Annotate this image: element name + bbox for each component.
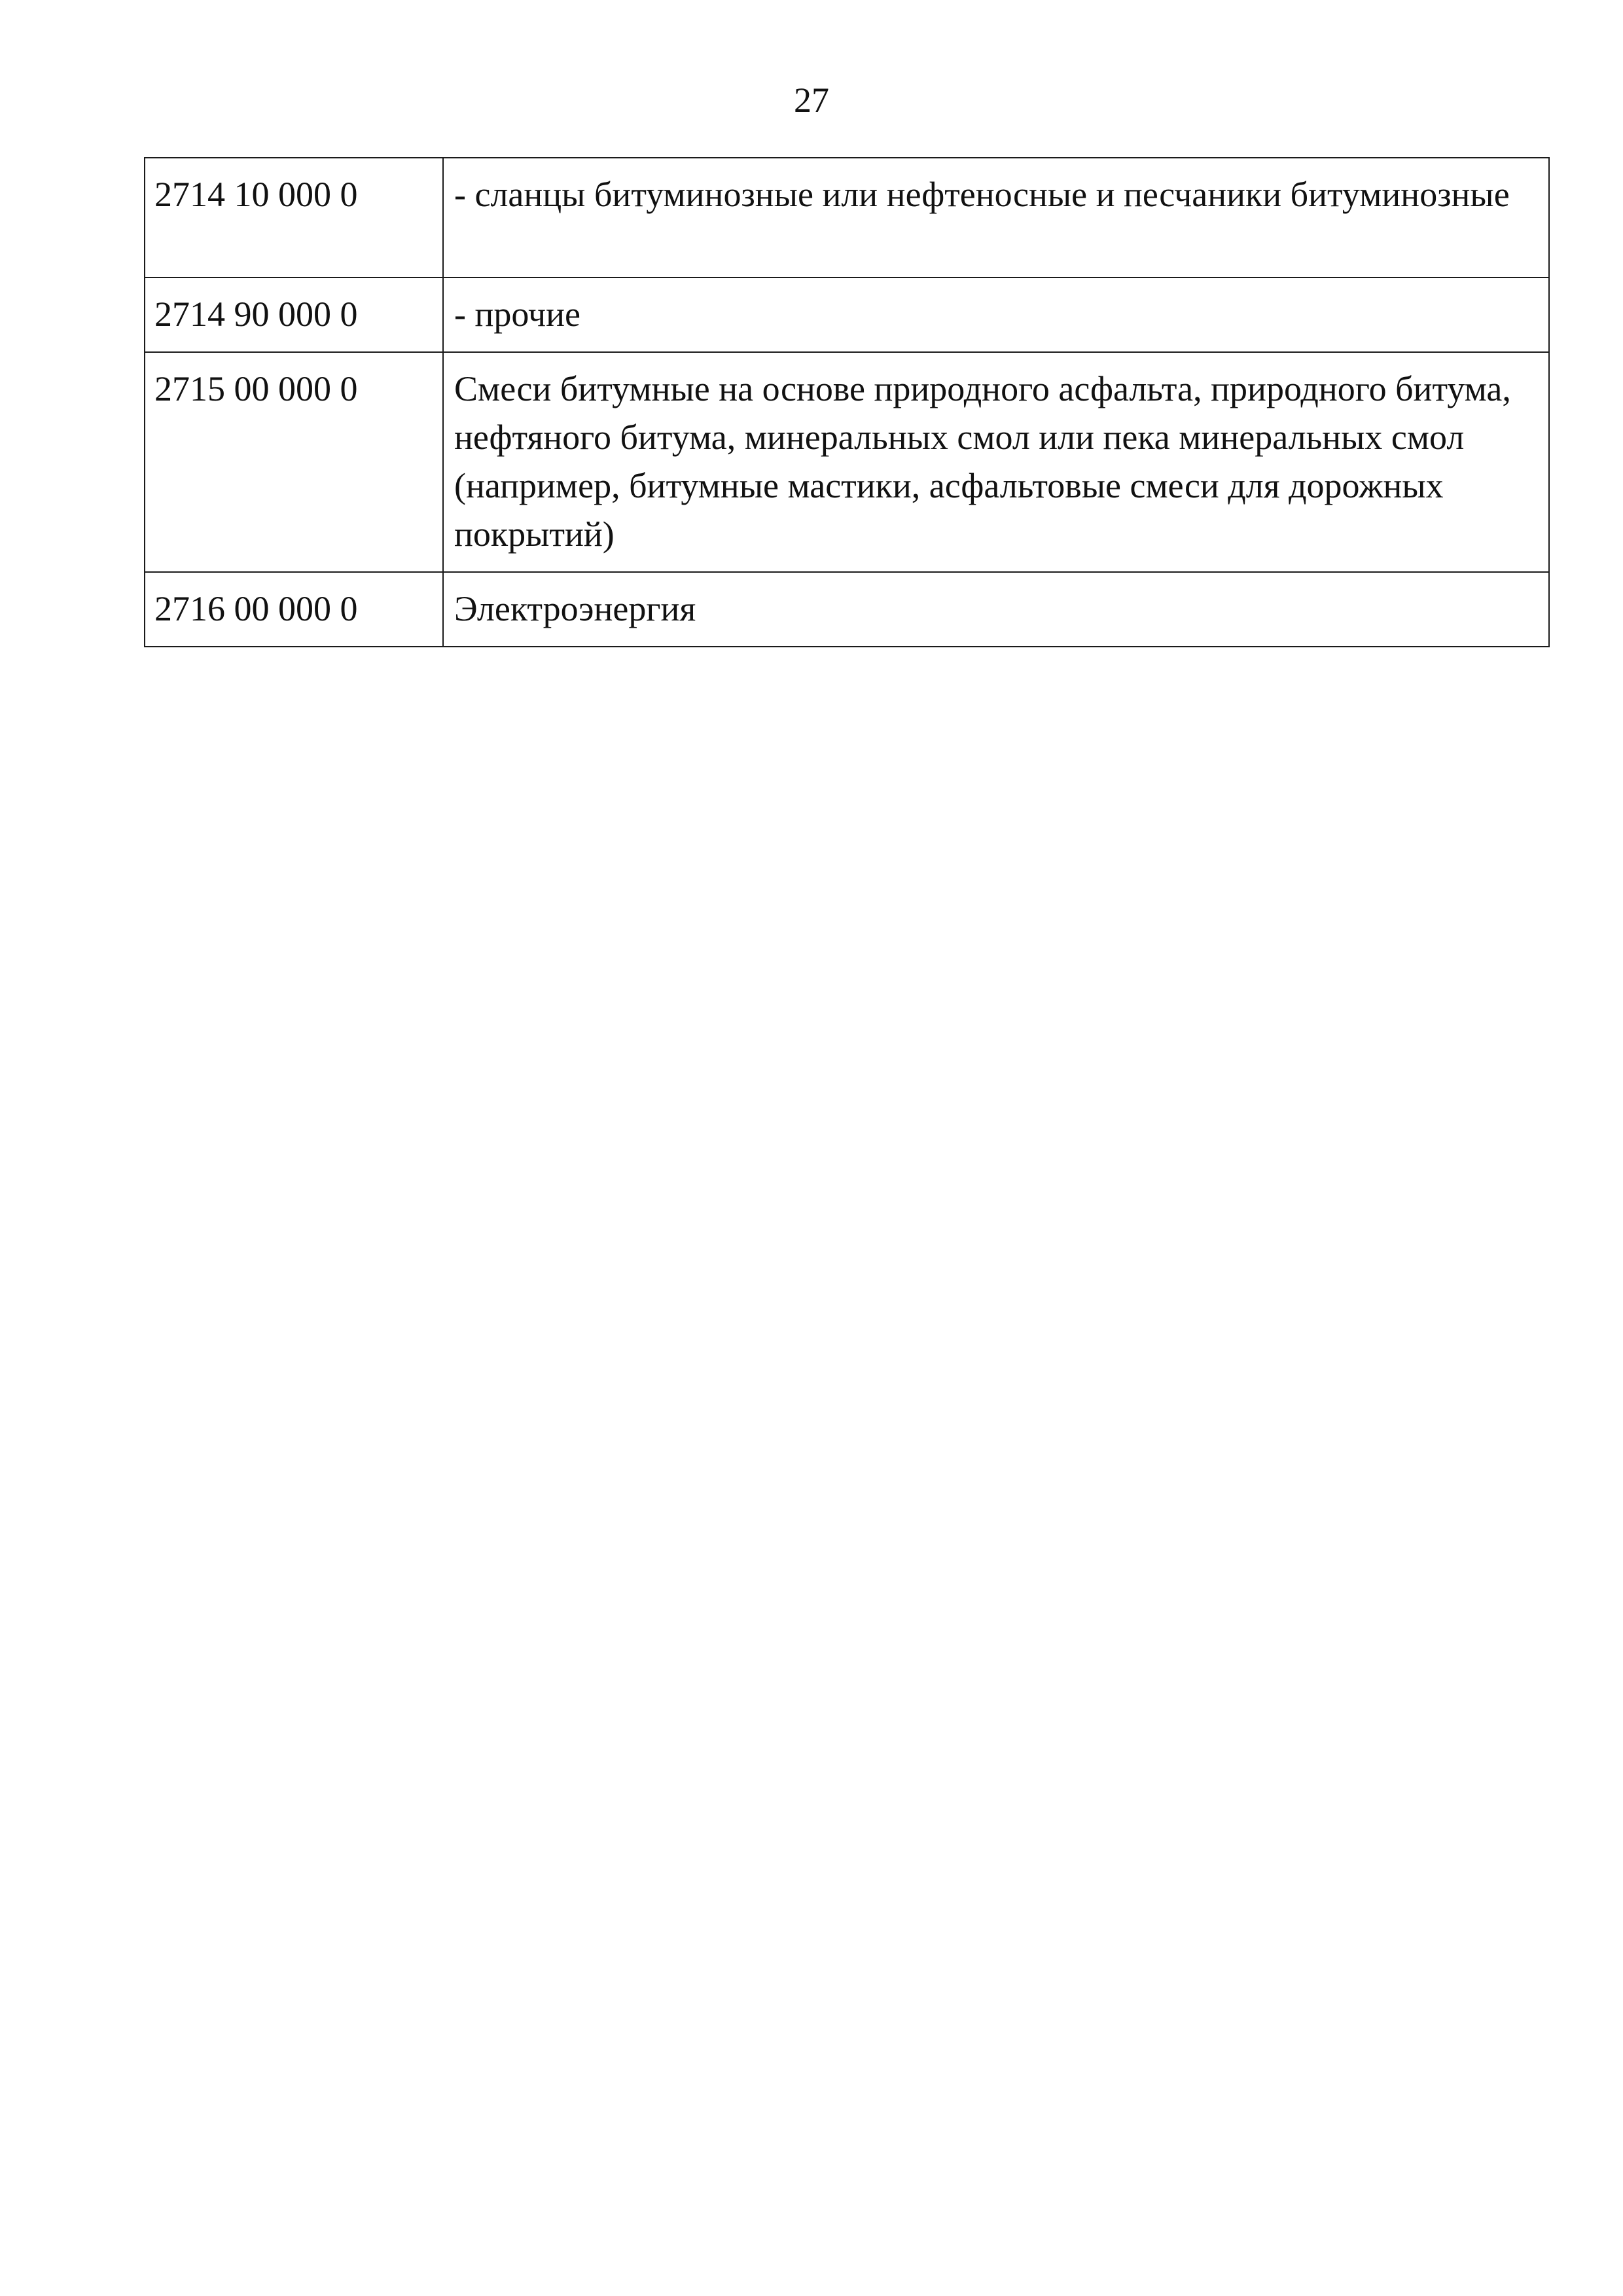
- description-cell: Смеси битумные на основе природного асфальта, природного битума, нефтяного битума, минеральных смол или пека минеральных смол (например, битумные мастики, асфальтовые смеси для дорожных покрытий): [443, 352, 1549, 572]
- description-cell: - сланцы битуминозные или нефтеносные и песчаники битуминозные: [443, 158, 1549, 278]
- description-cell: - прочие: [443, 278, 1549, 352]
- table-row: [145, 278, 1549, 352]
- commodity-code-cell: 2714 90 000 0: [145, 278, 443, 352]
- commodity-code-cell: 2716 00 000 0: [145, 572, 443, 647]
- table-row: [145, 158, 1549, 278]
- commodity-code-cell: 2714 10 000 0: [145, 158, 443, 278]
- goods-code-table: [144, 157, 1550, 647]
- page-number: 27: [794, 81, 829, 120]
- commodity-code-cell: 2715 00 000 0: [145, 352, 443, 572]
- table-row: [145, 352, 1549, 572]
- table-row: [145, 572, 1549, 647]
- description-cell: Электроэнергия: [443, 572, 1549, 647]
